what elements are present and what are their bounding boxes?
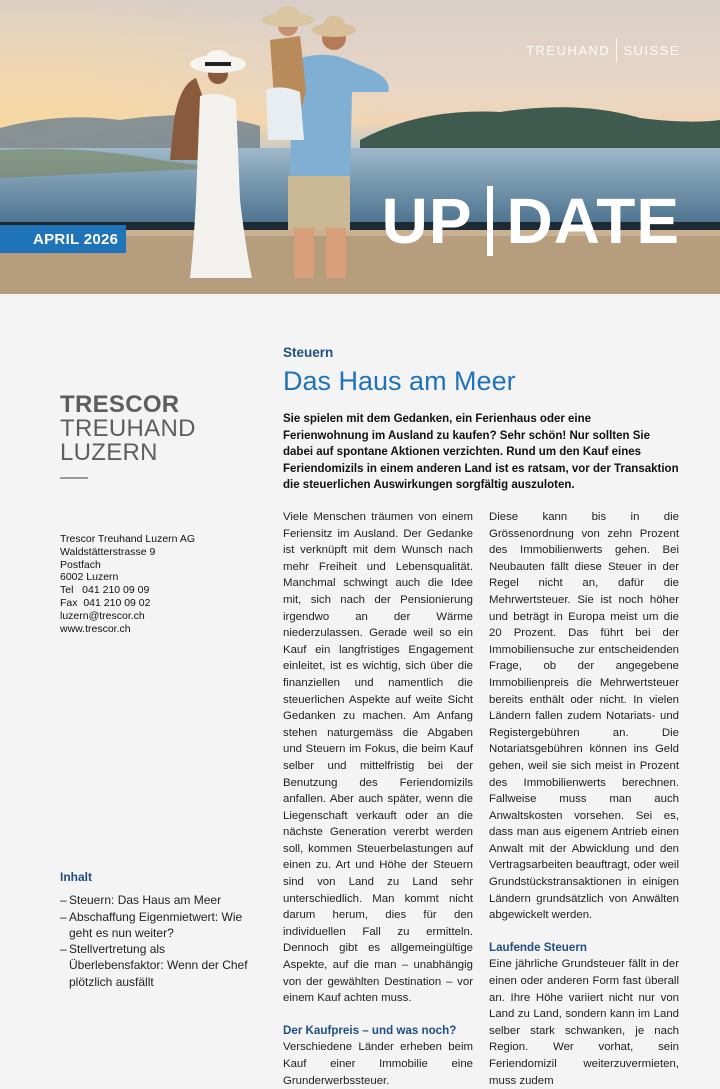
hero-image <box>0 0 720 294</box>
article-lead: Sie spielen mit dem Gedanken, ein Ferienhaus oder eine Ferienwohnung im Ausland zu kaufen? Sehr schön! Nur sollten Sie dabei auf spontane Aktionen verzichten. Rund um den Kauf eines Feriendomizils in einem anderen Land ist es ratsam, vor der Transaktion die steuerlichen Auswirkungen sorgfältig auszuloten. <box>283 413 679 492</box>
newsletter-title <box>382 186 680 256</box>
article-column-1 <box>283 509 473 1089</box>
brand-wordmark <box>526 38 680 62</box>
toc-item[interactable]: – Stellvertretung als Überlebensfaktor: Wenn der Chef plötzlich ausfällt <box>60 941 260 990</box>
paragraph: Verschiedene Länder erheben beim Kauf einer Immobilie eine Grunderwerbssteuer. <box>283 1041 473 1087</box>
title-separator <box>487 186 493 256</box>
article-title: Das Haus am Meer <box>283 366 516 396</box>
address-email-link[interactable]: luzern@trescor.ch <box>60 609 145 622</box>
brand-left: TREUHAND <box>526 42 611 58</box>
article-section: Steuern <box>283 345 334 360</box>
paragraph: Eine jährliche Grundsteuer fällt in der einen oder anderen Form fast überall an. Ihre Höhe variiert nicht nur von Land zu Land, sondern kann im Land selber stark schwanken, je nach Region. Wer vorhat, sein Feriendomizil weiterzuvermieten, muss zudem <box>489 958 679 1087</box>
subheading: Laufende Steuern <box>489 940 587 954</box>
contact-address <box>60 533 195 635</box>
paragraph: Diese kann bis in die Grössenordnung von zehn Prozent des Immobilienwerts gehen. Bei Neubauten fällt diese Steuer in der Regel nicht an, dafür die Mehrwertsteuer. Sie ist noch höher und beträgt in Europa meist um die 20 Prozent. Das führt bei der Immobiliensuche zur entscheidenden Frage, ob der angegebene Immobilienpreis die Mehrwertsteuer bereits enthält oder nicht. In vielen Ländern fallen zudem Notariats- und Registergebühren an. Die Notariatsgebühren können ins Geld gehen, weil sie sich meist in Prozent des Immobilienwerts berechnen. Fallweise muss man auch Anwaltskosten vorsehen. Sei es, dass man aus eigenem Antrieb einen Anwalt mit der Abwicklung und den Vertragsarbeiten beauftragt, oder weil Grundstückstransaktionen in einigen Ländern grundsätzlich von Anwälten abgewickelt werden. <box>489 511 679 922</box>
address-web-link[interactable]: www.trescor.ch <box>60 622 131 635</box>
logo-line-1: TRESCOR <box>60 391 180 418</box>
logo-line-3: LUZERN <box>60 439 158 466</box>
title-left: UP <box>381 185 473 257</box>
toc-heading: Inhalt <box>60 870 92 884</box>
toc-item[interactable]: – Abschaffung Eigenmietwert: Wie geht es nun weiter? <box>60 909 260 942</box>
address-street: Waldstätterstrasse 9 <box>60 545 156 558</box>
brand-right: SUISSE <box>623 42 680 58</box>
logo-rule <box>60 477 88 479</box>
brand-separator <box>616 38 617 62</box>
address-tel: Tel 041 210 09 09 <box>60 584 150 597</box>
address-pobox: Postfach <box>60 558 101 571</box>
toc-item[interactable]: – Steuern: Das Haus am Meer <box>60 892 260 908</box>
issue-date-badge: APRIL 2026 <box>0 225 126 253</box>
paragraph: Viele Menschen träumen von einem Feriensitz im Ausland. Der Gedanke ist verknüpft mit dem Wunsch nach mehr Freiheit und Lebensqualität. Manchmal schwingt auch die Idee mit, sich nach der Pensionierung irgendwo an der Wärme niederzulassen. Gerade weil so ein Kauf ein langfristiges Engagement einleitet, ist es wichtig, sich über die finanziellen und namentlich die steuerlichen Aspekte auf weite Sicht Gedanken zu machen. Am Anfang stehen naturgemäss die Abgaben und Steuern im Fokus, die beim Kauf selber und mittelfristig bei der Benutzung des Feriendomizils anfallen. Aber auch später, wenn die Liegenschaft verkauft oder an die nächste Generation vererbt werden soll, kommen Steuerbelastungen auf einen zu. Art und Höhe der Steuern sind von Land zu Land sehr unterschiedlich. Man kommt nicht darum herum, dies für den individuellen Fall zu ermitteln. Dennoch gibt es allgemeingültige Aspekte, auf die man – unabhängig von der gewählten Destination – vor einem Kauf achten muss. <box>283 511 473 1005</box>
article-column-2 <box>489 509 679 1089</box>
table-of-contents <box>60 869 260 990</box>
address-city: 6002 Luzern <box>60 571 119 584</box>
address-company: Trescor Treuhand Luzern AG <box>60 533 196 545</box>
title-right: DATE <box>506 185 680 257</box>
address-fax: Fax 041 210 09 02 <box>60 596 151 609</box>
logo-line-2: TREUHAND <box>60 415 196 442</box>
subheading: Der Kaufpreis – und was noch? <box>283 1023 457 1037</box>
company-logo <box>60 393 196 479</box>
